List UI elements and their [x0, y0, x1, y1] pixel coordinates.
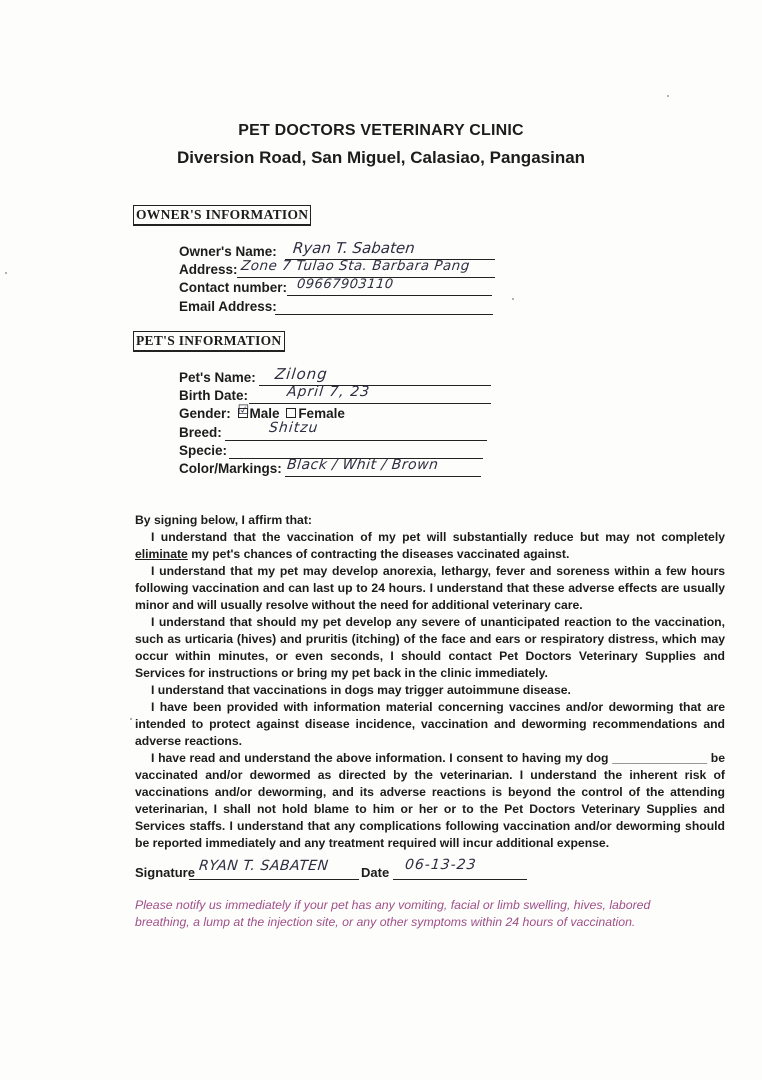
dog-name-blank[interactable]: ______________ [612, 751, 708, 765]
owner-address-label: Address: [179, 262, 238, 277]
pet-birthdate-label: Birth Date: [179, 388, 249, 403]
pet-color-value: Black / Whit / Brown [286, 457, 440, 473]
consent-paragraph-5: I have been provided with information material concerning vaccines and/or deworming that are intended to protect against disease incidence, vaccination and deworming recommendations and adverse reactions. [135, 700, 725, 748]
consent-paragraph-4: I understand that vaccinations in dogs may trigger autoimmune disease. [151, 683, 571, 697]
gender-male-checkbox[interactable] [237, 402, 250, 418]
date-value: 06-13-23 [404, 857, 478, 873]
pet-color-field[interactable] [179, 457, 499, 479]
owner-contact-value: 09667903110 [296, 277, 395, 292]
gender-male-label: Male [249, 406, 280, 421]
consent-p1-text-end: my pet's chances of contracting the diseases vaccinated against. [187, 547, 570, 561]
gender-female-label: Female [298, 406, 345, 421]
date-line[interactable] [393, 879, 527, 880]
pet-gender-group [179, 402, 345, 421]
pet-color-label: Color/Markings: [179, 461, 282, 476]
pet-birthdate-value: April 7, 23 [286, 384, 371, 400]
pet-specie-label: Specie: [179, 443, 228, 458]
pet-name-label: Pet's Name: [179, 370, 256, 385]
pet-breed-value: Shitzu [268, 420, 320, 436]
pet-color-line [285, 476, 481, 477]
clinic-name: PET DOCTORS VETERINARY CLINIC [238, 122, 524, 139]
pet-birthdate-field[interactable] [179, 384, 499, 406]
consent-paragraph-2: I understand that my pet may develop anorexia, lethargy, fever and soreness within a few hours following vaccination and can last up to 24 hours. I understand that these adverse effects are usually minor and will usually resolve without the need for additional veterinary care. [135, 564, 725, 612]
owner-contact-field[interactable] [179, 277, 499, 298]
owner-name-value: Ryan T. Sabaten [292, 239, 416, 257]
consent-p6-text: I have read and understand the above information. I consent to having my dog [151, 751, 613, 765]
scan-speck [512, 298, 514, 300]
signature-label: Signature [135, 865, 195, 880]
consent-text [135, 512, 725, 852]
consent-intro: By signing below, I affirm that: [135, 513, 312, 527]
pet-gender-field[interactable] [179, 402, 499, 424]
gender-male-check-mark: ☑ [237, 402, 250, 417]
scan-speck [667, 95, 669, 97]
consent-paragraph-3: I understand that should my pet develop any severe of unanticipated reaction to the vaccination, such as urticaria (hives) and pruritis (itching) of the face and ears or respiratory distress, which may occur within minutes, or even seconds, I should contact Pet Doctors Veterinary Supplies and Services for instructions or bring my pet back in the clinic immediately. [135, 615, 725, 680]
signature-row [135, 857, 555, 882]
owner-email-label: Email Address: [179, 299, 277, 314]
scan-speck [5, 272, 7, 274]
pet-breed-field[interactable] [179, 420, 499, 443]
signature-value: RYAN T. SABATEN [198, 858, 330, 874]
owner-email-field[interactable] [179, 299, 499, 317]
signature-line[interactable] [189, 879, 359, 880]
consent-p1-eliminate: eliminate [135, 547, 188, 561]
consent-p1-text: I understand that the vaccination of my pet will substantially reduce but may not completely [151, 530, 725, 544]
owner-address-value: Zone 7 Tulao Sta. Barbara Pang [240, 258, 471, 274]
pet-breed-label: Breed: [179, 425, 222, 440]
owner-email-line [275, 314, 493, 315]
footer-notice: Please notify us immediately if your pet has any vomiting, facial or limb swelling, hives, labored breathing, a lump at the injection site, or any other symptoms within 24 hours of vaccination. [135, 898, 651, 929]
pet-birthdate-line [249, 403, 491, 404]
owner-contact-line [287, 295, 492, 296]
consent-p6-text-end: be vaccinated and/or dewormed as directed by the veterinarian. I understand the inherent risk of vaccinations and/or deworming, and its adverse reactions is beyond the control of the attending veterinarian, I shall not hold blame to him or her or to the Pet Doctors Veterinary Supplies and Services staffs. I understand that any complications following vaccination and/or deworming should be reported immediately and any treatment required will incur additional expense. [135, 751, 725, 850]
owner-contact-label: Contact number: [179, 280, 287, 295]
pet-breed-line [225, 440, 487, 441]
owner-name-label: Owner's Name: [179, 244, 277, 259]
consent-paragraph-6 [135, 750, 725, 852]
consent-paragraph-1 [135, 529, 725, 563]
pet-gender-label: Gender: [179, 406, 231, 421]
clinic-address: Diversion Road, San Miguel, Calasiao, Pangasinan [176, 148, 586, 167]
scan-speck [130, 718, 132, 720]
pet-name-value: Zilong [274, 365, 329, 383]
pet-section-title: PET'S INFORMATION [133, 331, 285, 351]
date-label: Date [361, 865, 390, 880]
gender-female-checkbox[interactable] [286, 408, 296, 418]
owner-section-title: OWNER'S INFORMATION [133, 205, 311, 225]
